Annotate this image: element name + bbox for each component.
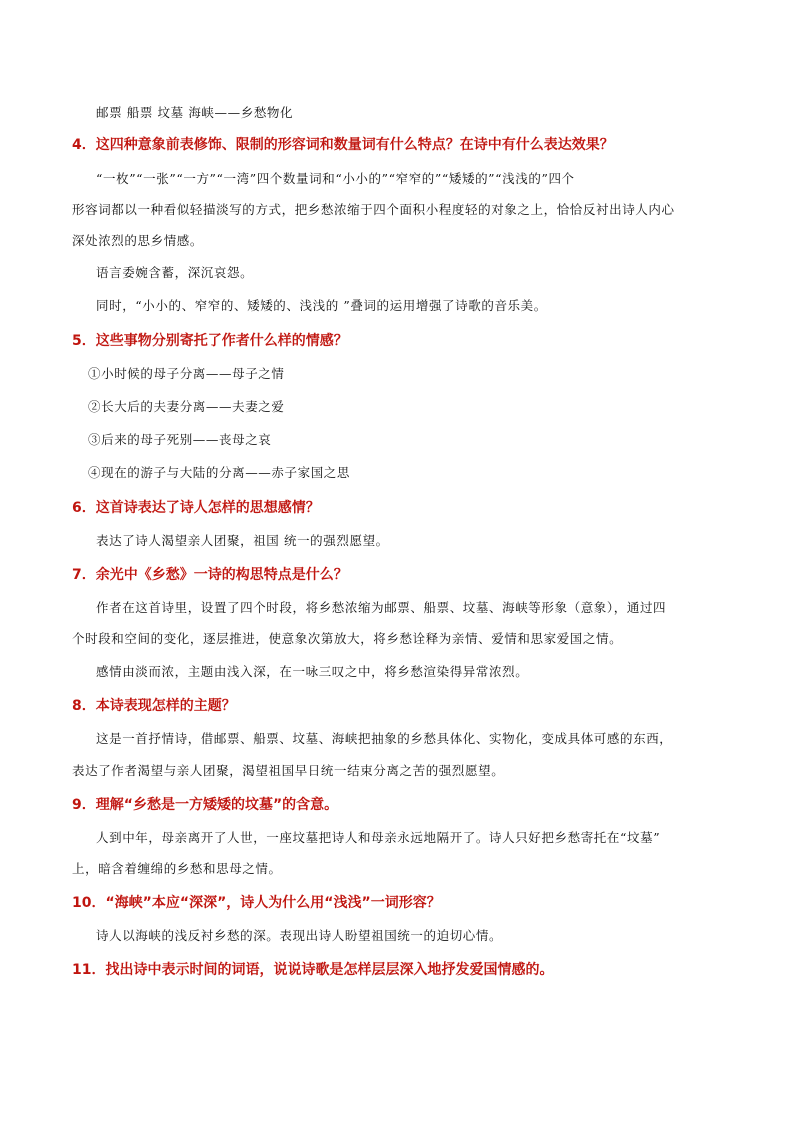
question-heading: 5．这些事物分别寄托了作者什么样的情感？ (72, 333, 348, 349)
answer-text: “一枚”“一张”“一方”“一湾”四个数量词和“小小的”“窄窄的”“矮矮的”“浅浅的”四个 (96, 171, 575, 186)
answer-text: 作者在这首诗里，设置了四个时段，将乡愁浓缩为邮票、船票、坟墓、海峡等形象（意象），通过四 (96, 600, 667, 615)
answer-text: 人到中年，母亲离开了人世，一座坟墓把诗人和母亲永远地隔开了。诗人只好把乡愁寄托在“坟墓” (96, 830, 661, 845)
answer-text: ③后来的母子死别——丧母之哀 (88, 432, 272, 447)
answer-text: 语言委婉含蓄，深沉哀怨。 (96, 265, 254, 280)
answer-text: 邮票 船票 坟墓 海峡——乡愁物化 (96, 105, 294, 120)
question-heading: 11．找出诗中表示时间的词语，说说诗歌是怎样层层深入地抒发爱国情感的。 (72, 962, 554, 978)
question-heading: 4．这四种意象前表修饰、限制的形容词和数量词有什么特点？在诗中有什么表达效果？ (72, 137, 614, 153)
answer-text: 表达了诗人渴望亲人团聚，祖国 统一的强烈愿望。 (96, 533, 389, 548)
question-heading: 9．理解“乡愁是一方矮矮的坟墓”的含意。 (72, 797, 339, 813)
answer-text: 感情由淡而浓，主题由浅入深，在一咏三叹之中，将乡愁渲染得异常浓烈。 (96, 664, 529, 679)
answer-text: 上，暗含着缠绵的乡愁和思母之情。 (72, 861, 282, 876)
answer-text: 这是一首抒情诗，借邮票、船票、坟墓、海峡把抽象的乡愁具体化、实物化，变成具体可感的东西， (96, 731, 673, 746)
answer-text: 表达了作者渴望与亲人团聚，渴望祖国早日统一结束分离之苦的强烈愿望。 (72, 763, 505, 778)
question-heading: 6．这首诗表达了诗人怎样的思想感情？ (72, 500, 320, 516)
question-heading: 10．“海峡”本应“深深”，诗人为什么用“浅浅”一词形容？ (72, 895, 441, 911)
answer-text: ④现在的游子与大陆的分离——赤子家国之思 (88, 465, 351, 480)
answer-text: 同时，“小小的、窄窄的、矮矮的、浅浅的 ”叠词的运用增强了诗歌的音乐美。 (96, 298, 547, 313)
answer-text: 深处浓烈的思乡情感。 (72, 233, 204, 248)
question-heading: 7．余光中《乡愁》一诗的构思特点是什么？ (72, 567, 348, 583)
answer-text: ①小时候的母子分离——母子之情 (88, 366, 285, 381)
answer-text: 个时段和空间的变化，逐层推进，使意象次第放大，将乡愁诠释为亲情、爱情和思家爱国之情。 (72, 631, 623, 646)
answer-text: 诗人以海峡的浅反衬乡愁的深。表现出诗人盼望祖国统一的迫切心情。 (96, 928, 503, 943)
answer-text: 形容词都以一种看似轻描淡写的方式，把乡愁浓缩于四个面积小程度轻的对象之上，恰恰反衬出诗人内心 (72, 202, 675, 217)
question-heading: 8．本诗表现怎样的主题？ (72, 698, 236, 714)
answer-text: ②长大后的夫妻分离——夫妻之爱 (88, 399, 285, 414)
